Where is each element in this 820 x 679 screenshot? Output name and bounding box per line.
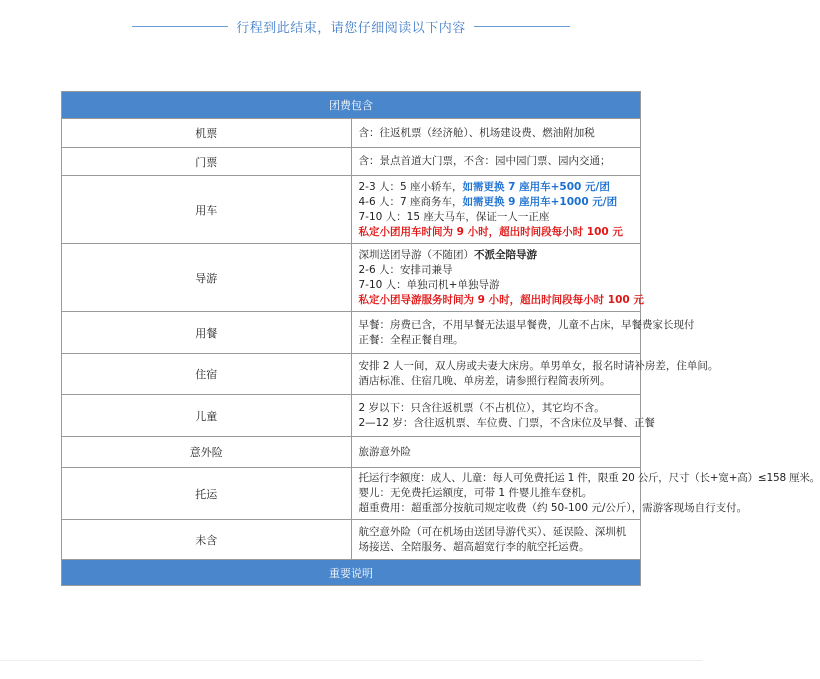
fee-include-table bbox=[61, 91, 820, 586]
row-content-meal bbox=[351, 312, 695, 354]
insurance-line-1: 旅游意外险 bbox=[358, 445, 411, 458]
row-content-insurance bbox=[351, 437, 641, 468]
car-line-3: 7-10 人：15 座大马车，保证一人一正座 bbox=[358, 210, 550, 223]
banner-title: 行程到此结束，请您仔细阅读以下内容 bbox=[236, 20, 466, 36]
table-row-child bbox=[62, 395, 641, 437]
row-label-meal: 用餐 bbox=[62, 312, 352, 354]
page-bottom-divider bbox=[0, 660, 702, 661]
row-label-child: 儿童 bbox=[62, 395, 352, 437]
meal-line-1: 早餐：房费已含，不用早餐无法退早餐费，儿童不占床，早餐费家长现付 bbox=[358, 318, 695, 331]
table-row-insurance bbox=[62, 437, 641, 468]
hotel-line-2: 酒店标准、住宿几晚、单房差，请参照行程简表所列。 bbox=[358, 375, 611, 387]
important-notes-bar: 重要说明 bbox=[62, 560, 641, 586]
row-label-car: 用车 bbox=[62, 176, 352, 244]
ticket-line-1: 含：景点首道大门票，不含：园中园门票、园内交通； bbox=[358, 155, 611, 167]
baggage-line-2: 婴儿：无免费托运额度，可带 1 件婴儿推车登机。 bbox=[358, 487, 593, 499]
air-line-1: 含：往返机票（经济舱）、机场建设费、燃油附加税 bbox=[358, 126, 595, 139]
child-line-2: 2—12 岁：含往返机票、车位费、门票，不含床位及早餐、正餐 bbox=[358, 416, 655, 429]
table-row-air bbox=[62, 119, 641, 148]
row-content-guide bbox=[351, 244, 644, 312]
baggage-line-3: 超重费用：超重部分按航司规定收费（约 50-100 元/公斤），需游客现场自行支付。 bbox=[358, 502, 748, 514]
banner-left-rule bbox=[132, 26, 228, 27]
row-content-air bbox=[351, 119, 641, 148]
row-content-baggage bbox=[351, 468, 820, 520]
car-line-4: 私定小团用车时间为 9 小时，超出时间段每小时 100 元 bbox=[358, 225, 623, 238]
table-row-car bbox=[62, 176, 641, 244]
banner-right-rule bbox=[474, 26, 570, 27]
car-line-1: 2-3 人：5 座小轿车，如需更换 7 座用车+500 元/团 bbox=[358, 180, 610, 193]
car-upgrade-9: 如需更换 9 座用车+1000 元/团 bbox=[462, 195, 618, 208]
table-header: 团费包含 bbox=[62, 92, 641, 119]
table-row-hotel bbox=[62, 354, 641, 395]
row-content-child bbox=[351, 395, 655, 437]
excluded-line-1: 航空意外险（可在机场由送团导游代买）、延误险、深圳机场接送、全陪服务、超高超宽行李的航空托运费。 bbox=[358, 525, 627, 553]
guide-line-1: 深圳送团导游（不随团）不派全陪导游 bbox=[358, 248, 537, 261]
row-content-ticket bbox=[351, 148, 641, 176]
guide-no-escort: 不派全陪导游 bbox=[474, 248, 537, 261]
child-line-1: 2 岁以下：只含往返机票（不占机位），其它均不含。 bbox=[358, 401, 605, 414]
row-content-car bbox=[351, 176, 641, 244]
row-content-hotel bbox=[351, 354, 719, 395]
baggage-line-1: 托运行李额度：成人、儿童：每人可免费托运 1 件，限重 20 公斤，尺寸（长+宽+高）≤158 厘米。 bbox=[358, 472, 820, 484]
table-row-baggage bbox=[62, 468, 641, 520]
row-label-air: 机票 bbox=[62, 119, 352, 148]
table-row-meal bbox=[62, 312, 641, 354]
row-label-insurance: 意外险 bbox=[62, 437, 352, 468]
guide-line-3: 7-10 人：单独司机+单独导游 bbox=[358, 278, 500, 291]
row-label-baggage: 托运 bbox=[62, 468, 352, 520]
table-row-excluded bbox=[62, 520, 641, 560]
hotel-line-1: 安排 2 人一间，双人房或夫妻大床房。单男单女，报名时请补房差，住单间。 bbox=[358, 360, 719, 372]
car-upgrade-7: 如需更换 7 座用车+500 元/团 bbox=[462, 180, 610, 193]
meal-line-2: 正餐：全程正餐自理。 bbox=[358, 333, 464, 346]
guide-line-2: 2-6 人：安排司兼导 bbox=[358, 263, 453, 276]
row-label-guide: 导游 bbox=[62, 244, 352, 312]
car-line-2: 4-6 人：7 座商务车，如需更换 9 座用车+1000 元/团 bbox=[358, 195, 618, 208]
guide-line-4: 私定小团导游服务时间为 9 小时，超出时间段每小时 100 元 bbox=[358, 293, 644, 306]
row-label-excluded: 未含 bbox=[62, 520, 352, 560]
row-content-excluded bbox=[351, 520, 641, 560]
table-row-ticket bbox=[62, 148, 641, 176]
section-banner bbox=[0, 14, 702, 38]
table-row-guide bbox=[62, 244, 641, 312]
row-label-hotel: 住宿 bbox=[62, 354, 352, 395]
row-label-ticket: 门票 bbox=[62, 148, 352, 176]
